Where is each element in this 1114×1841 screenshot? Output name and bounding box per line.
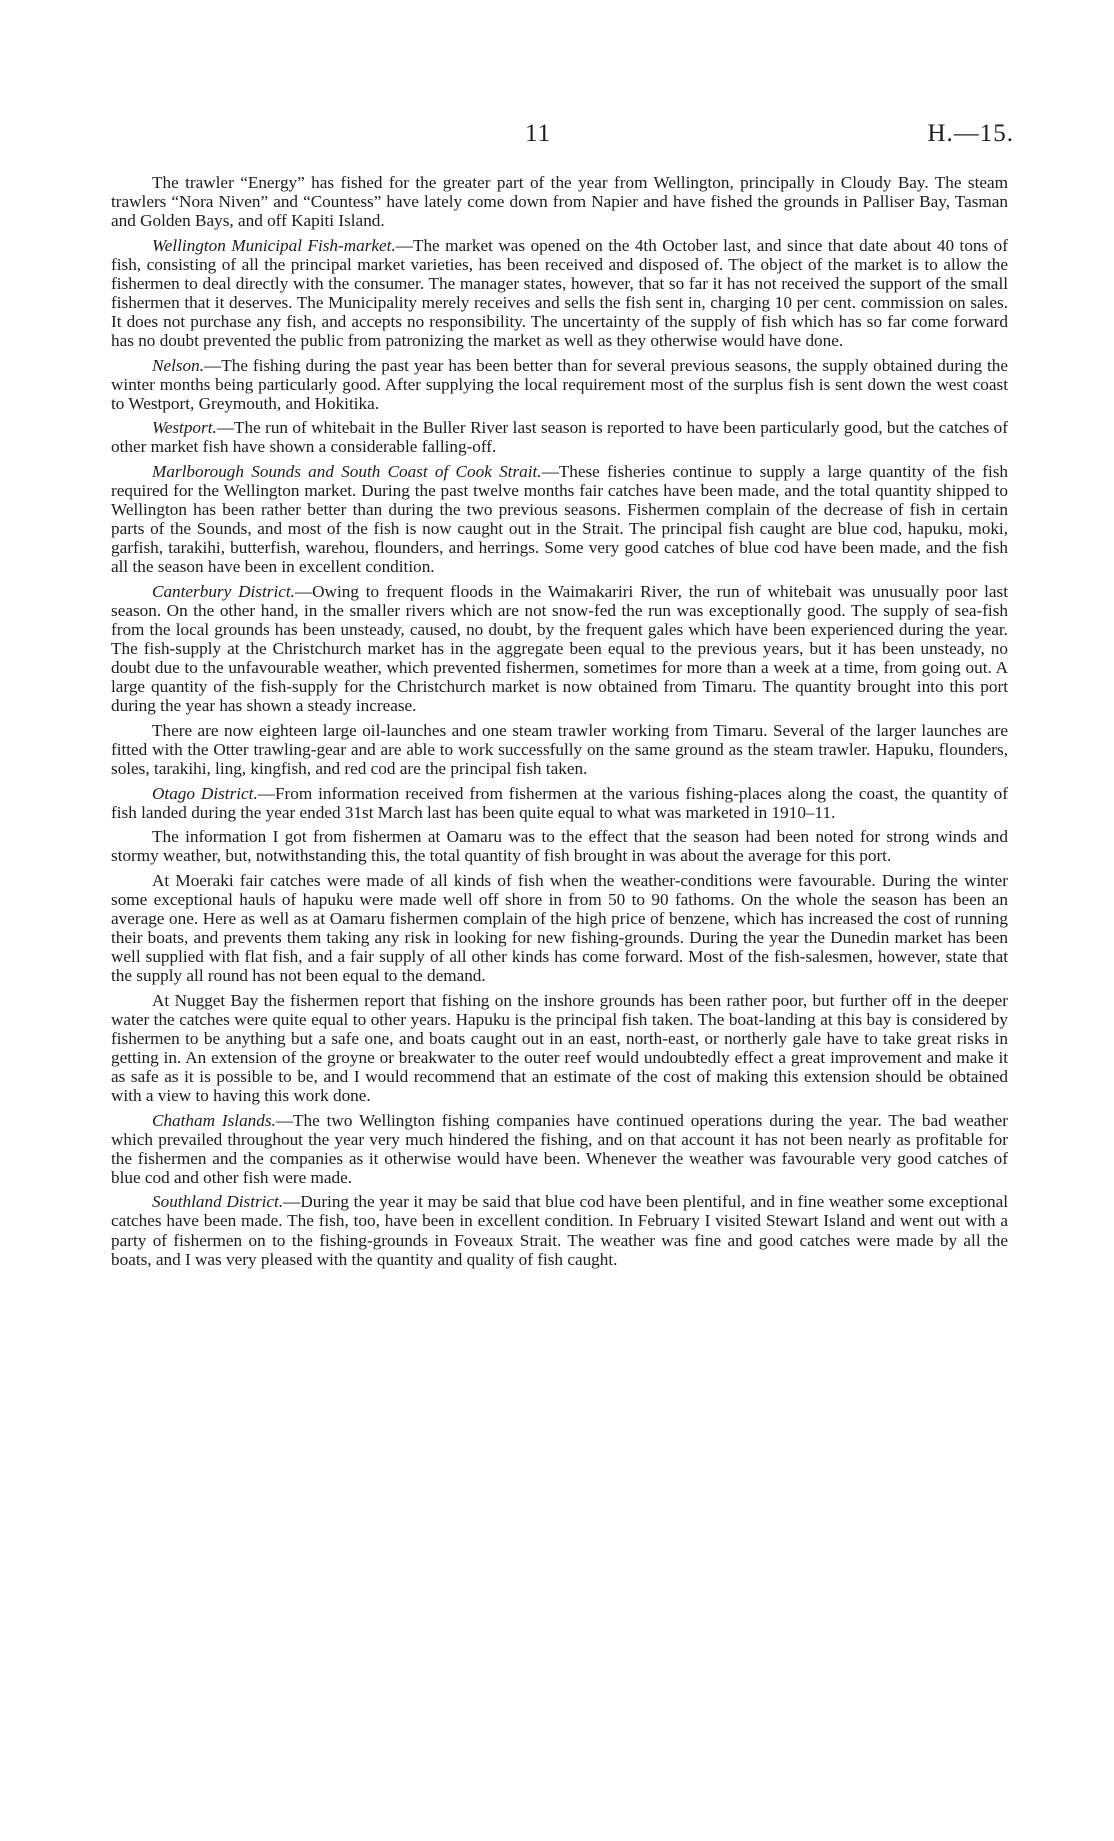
paragraph-text: —Owing to frequent floods in the Waimakariri River, the run of whitebait was unusually poor last season. On the other hand, in the smaller rivers which are not snow-fed the run was exceptionally good. The supply of sea-fish from the local grounds has been unsteady, caused, no doubt, by the frequent gales which have been experienced during the year. The fish-supply at the Christchurch market has in the aggregate been equal to the previous years, but it has been unsteady, no doubt due to the unfavourable weather, which prevented fishermen, sometimes for more than a week at a time, from going out. A large quantity of the fish-supply for the Christchurch market is now obtained from Timaru. The quantity brought into this port during the year has shown a steady increase. [111, 581, 1008, 716]
paragraph-marlborough-sounds [111, 462, 1008, 577]
paragraph-wellington-fish-market [111, 236, 1008, 351]
paragraph-canterbury [111, 582, 1008, 716]
paragraph-nelson [111, 356, 1008, 413]
paragraph-westport [111, 418, 1008, 456]
paragraph-text: —The run of whitebait in the Buller River last season is reported to have been particularly good, but the catches of other market fish have shown a considerable falling-off. [111, 418, 1008, 457]
section-heading: Westport. [152, 418, 217, 438]
paragraph-text: At Moeraki fair catches were made of all kinds of fish when the weather-conditions were favourable. During the winter some exceptional hauls of hapuku were made well off shore in from 50 to 90 fathoms. On the whole the season has been an average one. Here as well as at Oamaru fishermen complain of the high price of benzene, which has increased the cost of running their boats, and prevents them taking any risk in looking for new fishing-grounds. During the year the Dunedin market has been well supplied with flat fish, and a fair supply of all other kinds has come forward. Most of the fish-salesmen, however, state that the supply all round has not been equal to the demand. [111, 870, 1008, 986]
section-heading: Otago District. [152, 783, 258, 803]
paragraph-text: —From information received from fishermen at the various fishing-places along the coast, the quantity of fish landed during the year ended 31st March last has been quite equal to what was marketed in 1910–11. [111, 783, 1008, 822]
paragraph-nugget-bay [111, 991, 1008, 1106]
paragraph-text: —These fisheries continue to supply a large quantity of the fish required for the Wellington market. During the past twelve months fair catches have been made, and the total quantity shipped to Wellington has been rather better than during the two previous seasons. Fishermen complain of the decrease of fish in certain parts of the Sounds, and most of the fish is now caught out in the Strait. The principal fish caught are blue cod, hapuku, moki, garfish, tarakihi, butterfish, warehou, flounders, and herrings. Some very good catches of blue cod have been made, and the fish all the season have been in excellent condition. [111, 461, 1008, 577]
paragraph-timaru-launches [111, 721, 1008, 778]
paragraph-text: —The market was opened on the 4th October last, and since that date about 40 tons of fish, consisting of all the principal market varieties, has been received and disposed of. The object of the market is to allow the fishermen to deal directly with the consumer. The manager states, however, that so far it has not received the support of the small fishermen that it deserves. The Municipality merely receives and sells the fish sent in, charging 10 per cent. commission on sales. It does not purchase any fish, and accepts no responsibility. The uncertainty of the supply of fish which has so far come forward has no doubt prevented the public from patronizing the market as well as they otherwise would have done. [111, 235, 1009, 351]
paragraph-oamaru [111, 827, 1008, 865]
paragraph-text: At Nugget Bay the fishermen report that fishing on the inshore grounds has been rather poor, but further off in the deeper water the catches were quite equal to other years. Hapuku is the principal fish taken. The boat-landing at this bay is considered by fishermen to be anything but a safe one, and boats caught out in an east, north-east, or northerly gale have to take great risks in getting in. An extension of the groyne or breakwater to the outer reef would undoubtedly effect a great improvement and make it as safe as it is possible to be, and I would recommend that an estimate of the cost of making this extension should be obtained with a view to having this work done. [111, 990, 1008, 1106]
paragraph-text: —During the year it may be said that blue cod have been plentiful, and in fine weather some exceptional catches have been made. The fish, too, have been in excellent condition. In February I visited Stewart Island and went out with a party of fishermen on to the fishing-grounds in Foveaux Strait. The weather was fine and good catches were made by all the boats, and I was very pleased with the quantity and quality of fish caught. [111, 1192, 1008, 1269]
paragraph-moeraki [111, 871, 1008, 986]
section-heading: Nelson. [152, 355, 205, 375]
paragraph-text: —The fishing during the past year has been better than for several previous seasons, the supply obtained during the winter months being particularly good. After supplying the local requirement most of the surplus fish is sent down the west coast to Westport, Greymouth, and Hokitika. [111, 355, 1008, 413]
body-text [111, 173, 1008, 1274]
paragraph-southland [111, 1192, 1008, 1268]
paragraph-trawlers [111, 173, 1008, 230]
paragraph-text: The information I got from fishermen at Oamaru was to the effect that the season had been noted for strong winds and stormy weather, but, notwithstanding this, the total quantity of fish brought in was about the average for this port. [111, 827, 1008, 866]
paragraph-text: —The two Wellington fishing companies have continued operations during the year. The bad weather which prevailed throughout the year very much hindered the fishing, and on that account it has not been nearly as profitable for the fishermen and the companies as it otherwise would have been. Whenever the weather was favourable very good catches of blue cod and other fish were made. [111, 1110, 1008, 1187]
paragraph-chatham-islands [111, 1111, 1008, 1187]
paragraph-otago [111, 784, 1008, 822]
paragraph-text: The trawler “Energy” has fished for the greater part of the year from Wellington, principally in Cloudy Bay. The steam trawlers “Nora Niven” and “Countess” have lately come down from Napier and have fished the grounds in Palliser Bay, Tasman and Golden Bays, and off Kapiti Island. [111, 173, 1008, 231]
section-heading: Wellington Municipal Fish-market. [152, 235, 396, 255]
page-header [0, 120, 1114, 152]
section-heading: Canterbury District. [152, 581, 295, 601]
section-heading: Southland District. [152, 1192, 284, 1212]
paragraph-text: There are now eighteen large oil-launches and one steam trawler working from Timaru. Several of the larger launches are fitted with the Otter trawling-gear and are able to work successfully on the same ground as the steam trawler. Hapuku, flounders, soles, tarakihi, ling, kingfish, and red cod are the principal fish taken. [111, 720, 1008, 779]
document-reference: H.—15. [927, 120, 1014, 147]
section-heading: Chatham Islands. [152, 1110, 276, 1130]
page-number: 11 [525, 120, 552, 147]
section-heading: Marlborough Sounds and South Coast of Cook Strait. [152, 461, 542, 481]
